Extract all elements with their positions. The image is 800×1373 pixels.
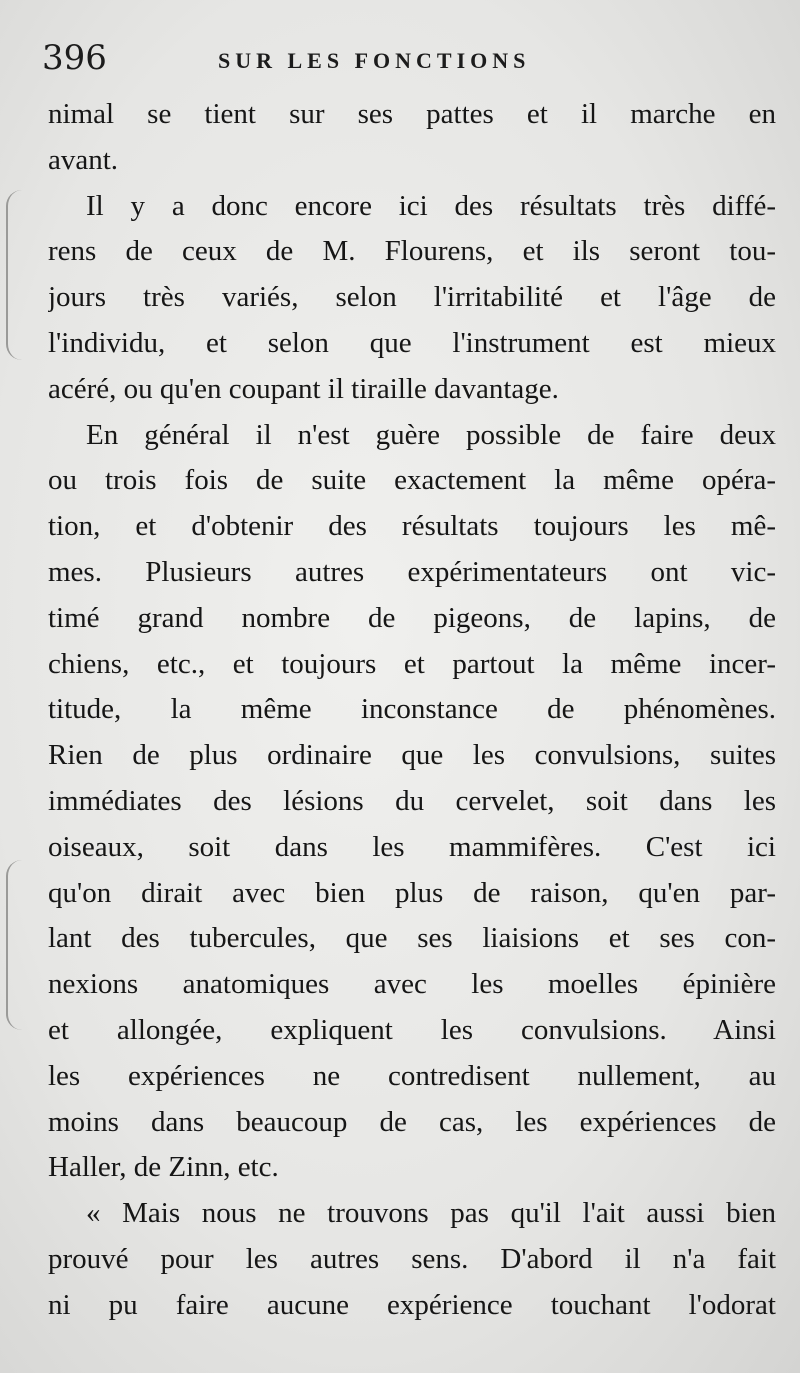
text-line: jours très variés, selon l'irritabilité et l'âge de	[48, 281, 776, 314]
margin-bracket-mark	[6, 860, 22, 1030]
text-line: nimal se tient sur ses pattes et il marche en	[48, 98, 776, 130]
text-line: chiens, etc., et toujours et partout la même incer-	[48, 647, 776, 680]
text-line: les expériences ne contredisent nullement, au	[48, 1059, 776, 1092]
text-line: « Mais nous ne trouvons pas qu'il l'ait aussi bien	[86, 1197, 776, 1230]
text-line: qu'on dirait avec bien plus de raison, qu'en par-	[48, 876, 776, 909]
text-line: timé grand nombre de pigeons, de lapins, de	[48, 601, 776, 634]
text-line: titude, la même inconstance de phénomènes.	[48, 693, 776, 726]
page-number: 396	[42, 38, 107, 78]
body-text	[48, 92, 776, 1329]
running-head: SUR LES FONCTIONS	[218, 48, 531, 73]
margin-bracket-mark	[6, 190, 22, 360]
text-line: lant des tubercules, que ses liaisions et ses con-	[48, 922, 776, 955]
text-line: et allongée, expliquent les convulsions. Ainsi	[48, 1013, 776, 1046]
text-line: nexions anatomiques avec les moelles épinière	[48, 968, 776, 1001]
text-line: l'individu, et selon que l'instrument est mieux	[48, 326, 776, 359]
text-line: oiseaux, soit dans les mammifères. C'est ici	[48, 830, 776, 863]
text-line: ni pu faire aucune expérience touchant l'odorat	[48, 1288, 776, 1321]
text-line: rens de ceux de M. Flourens, et ils seront tou-	[48, 235, 776, 268]
text-line: acéré, ou qu'en coupant il tiraille davantage.	[48, 372, 559, 405]
page-header	[42, 38, 762, 88]
text-line: prouvé pour les autres sens. D'abord il n'a fait	[48, 1242, 776, 1275]
text-line: avant.	[48, 143, 119, 176]
text-line: Haller, de Zinn, etc.	[48, 1151, 279, 1184]
text-line: tion, et d'obtenir des résultats toujours les mê-	[48, 510, 776, 543]
text-line: En général il n'est guère possible de faire deux	[86, 418, 776, 451]
text-line: ou trois fois de suite exactement la même opéra-	[48, 464, 776, 497]
text-line: mes. Plusieurs autres expérimentateurs ont vic-	[48, 555, 776, 588]
text-line: immédiates des lésions du cervelet, soit dans les	[48, 784, 776, 817]
text-line: Rien de plus ordinaire que les convulsions, suites	[48, 739, 776, 772]
text-line: Il y a donc encore ici des résultats très diffé-	[86, 189, 776, 222]
text-line: moins dans beaucoup de cas, les expériences de	[48, 1105, 776, 1138]
